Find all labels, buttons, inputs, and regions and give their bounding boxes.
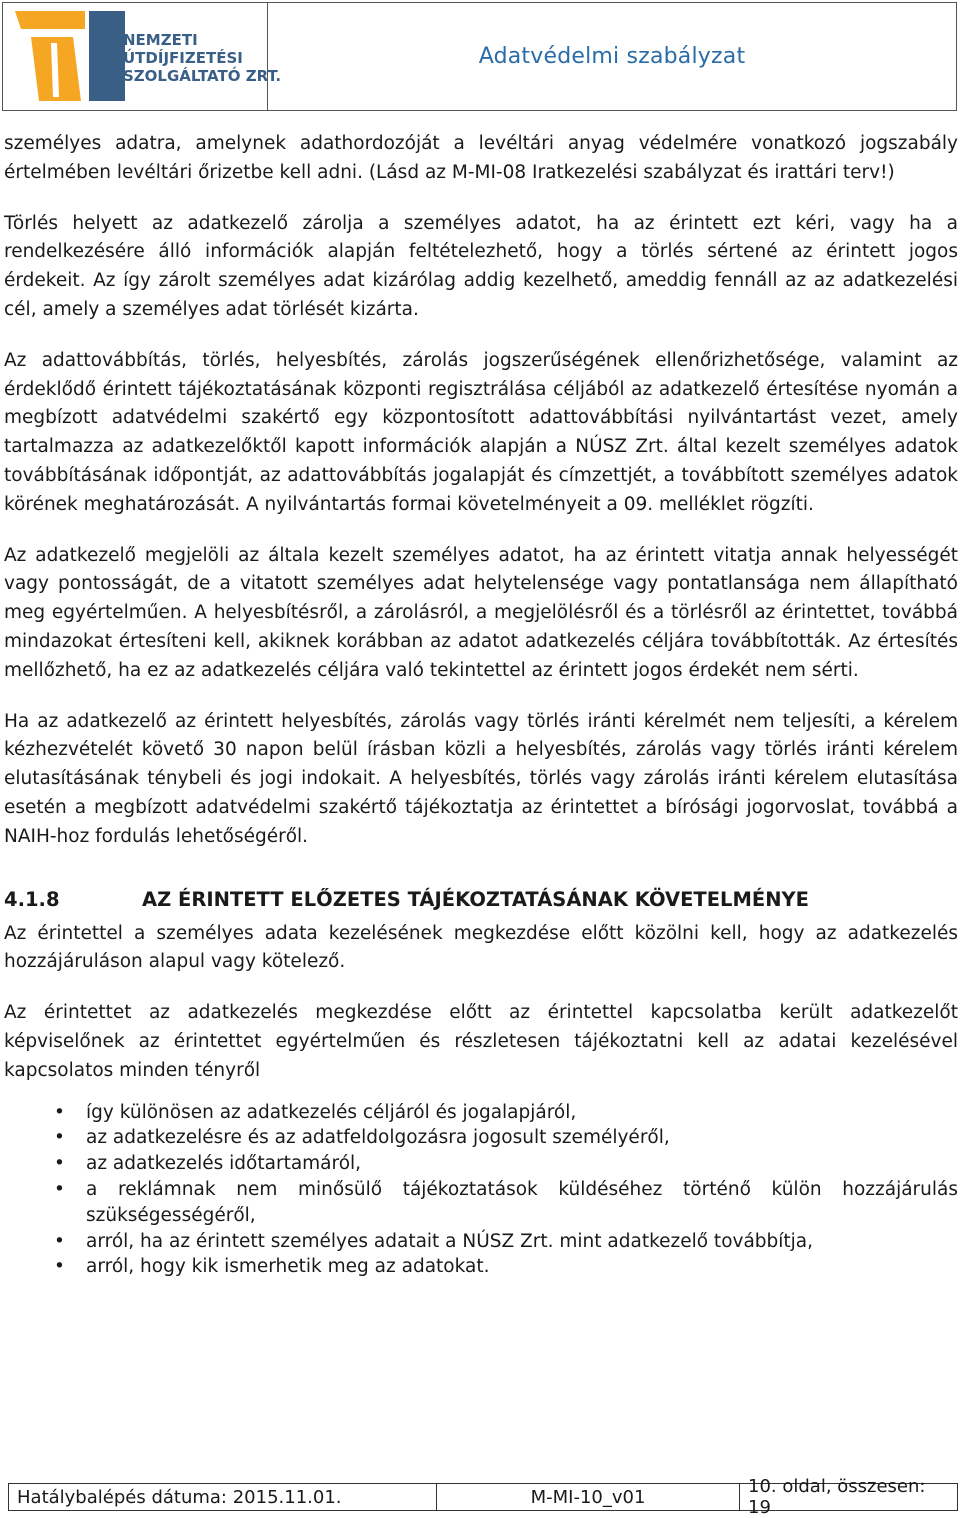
list-item-text: az adatkezelés időtartamáról, xyxy=(86,1153,362,1175)
paragraph: Az adattovábbítás, törlés, helyesbítés, zárolás jogszerűségének ellenőrizhetősége, valamint az érdeklődő érintett tájékoztatásának központi regisztrálása céljából az adatkezelő értesítése nyomán a megbízott adatvédelmi szakértő egy központosított adattovábbítási nyilvántartást vezet, amely tartalmazza az adatkezelőktől kapott információk alapján a NÚSZ Zrt. által kezelt személyes adatok továbbításának időpontját, az adattovábbítás jogalapját és címzettjét, a továbbított személyes adatok körének meghatározását. A nyilvántartás formai követelményeit a 09. melléklet rögzíti. xyxy=(4,349,958,515)
bullet-icon: • xyxy=(54,1256,65,1278)
list-item xyxy=(4,1177,958,1229)
section-number: 4.1.8 xyxy=(4,887,60,911)
list-item-text: arról, hogy kik ismerhetik meg az adatokat. xyxy=(86,1256,490,1278)
list-item-text: arról, ha az érintett személyes adatait a NÚSZ Zrt. mint adatkezelő továbbítja, xyxy=(86,1230,814,1252)
logo-line-3: SZOLGÁLTATÓ ZRT. xyxy=(123,67,282,85)
list-item xyxy=(4,1151,958,1177)
header-title-cell xyxy=(268,3,956,110)
page-footer xyxy=(8,1476,958,1518)
section-title: AZ ÉRINTETT ELŐZETES TÁJÉKOZTATÁSÁNAK KÖVETELMÉNYE xyxy=(142,887,809,911)
list-item xyxy=(4,1100,958,1126)
bullet-list xyxy=(4,1100,958,1281)
road-logo-icon xyxy=(11,7,131,107)
paragraph: Az érintettet az adatkezelés megkezdése előtt az érintettel kapcsolatba került adatkezelőt képviselőnek az érintettet egyértelműen és részletesen tájékoztatni kell az adatai kezelésével kapcsolatos minden tényről xyxy=(4,1002,958,1081)
document-title: Adatvédelmi szabályzat xyxy=(478,44,746,69)
paragraph: személyes adatra, amelynek adathordozóját a levéltári anyag védelmére vonatkozó jogszabály értelmében levéltári őrizetbe kell adni. (Lásd az M-MI-08 Iratkezelési szabályzat és irattári terv!) xyxy=(4,133,958,183)
effective-date: Hatálybalépés dátuma: 2015.11.01. xyxy=(9,1484,437,1510)
paragraph: Törlés helyett az adatkezelő zárolja a személyes adatot, ha az érintett ezt kéri, vagy ha a rendelkezésére álló információk alapján feltételezhető, hogy a törlés sértené az érintett jogos érdekeit. Az így zárolt személyes adat kizárólag addig kezelhető, ameddig fennáll az az adatkezelési cél, amely a személyes adat törlését kizárta. xyxy=(4,212,958,320)
logo-text xyxy=(123,31,281,85)
list-item xyxy=(4,1229,958,1255)
list-item-text: így különösen az adatkezelés céljáról és jogalapjáról, xyxy=(86,1101,577,1123)
logo-line-1: NEMZETI xyxy=(123,31,198,49)
bullet-icon: • xyxy=(54,1101,65,1123)
list-item xyxy=(4,1254,958,1280)
document-body xyxy=(4,130,958,1280)
bullet-icon: • xyxy=(54,1230,65,1252)
bullet-icon: • xyxy=(54,1153,65,1175)
bullet-icon: • xyxy=(54,1127,65,1149)
paragraph: Ha az adatkezelő az érintett helyesbítés, zárolás vagy törlés iránti kérelmét nem teljesíti, a kérelem kézhezvételét követő 30 napon belül írásban közli a helyesbítés, zárolás vagy törlés iránti kérelem elutasításának ténybeli és jogi indokait. A helyesbítés, törlés vagy zárolás iránti kérelem elutasítása esetén a megbízott adatvédelmi szakértő tájékoztatja az érintettet a bírósági jogorvoslat, továbbá a NAIH-hoz fordulás lehetőségéről. xyxy=(4,710,958,847)
paragraph: Az adatkezelő megjelöli az általa kezelt személyes adatot, ha az érintett vitatja annak helyességét vagy pontosságát, de a vitatott személyes adat helytelensége vagy pontatlansága nem állapítható meg egyértelműen. A helyesbítésről, a zárolásról, a megjelölésről és a törlésről az érintettet, továbbá mindazokat értesíteni kell, akiknek korábban az adatot adatkezelés céljára továbbították. Az értesítés mellőzhető, ha ez az adatkezelés céljára való tekintettel az érintett jogos érdekét nem sérti. xyxy=(4,544,958,681)
document-code: M-MI-10_v01 xyxy=(437,1484,740,1510)
section-heading xyxy=(4,886,958,914)
logo-line-2: ÚTDÍJFIZETÉSI xyxy=(123,49,243,67)
page-number: 10. oldal, összesen: 19 xyxy=(748,1476,926,1518)
bullet-icon: • xyxy=(54,1178,65,1200)
list-item-text: a reklámnak nem minősülő tájékoztatások küldéséhez történő külön hozzájárulás szükségességéről, xyxy=(86,1178,958,1226)
list-item-text: az adatkezelésre és az adatfeldolgozásra jogosult személyéről, xyxy=(86,1127,670,1149)
page-header xyxy=(2,2,957,111)
paragraph: Az érintettel a személyes adata kezelésének megkezdése előtt közölni kell, hogy az adatkezelés hozzájáruláson alapul vagy kötelező. xyxy=(4,922,958,973)
company-logo xyxy=(3,3,282,110)
list-item xyxy=(4,1125,958,1151)
